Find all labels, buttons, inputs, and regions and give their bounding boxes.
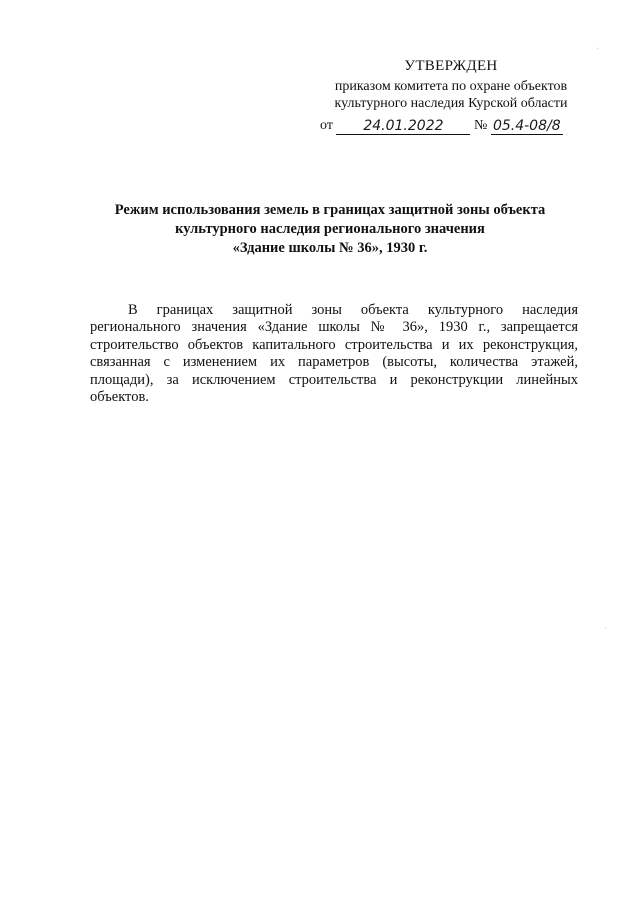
title-line-2: культурного наследия регионального значения — [175, 221, 485, 237]
approval-line-2: культурного наследия Курской области — [334, 96, 568, 111]
order-reference — [320, 117, 590, 135]
approval-title: УТВЕРЖДЕН — [404, 58, 498, 74]
document-title — [80, 201, 580, 258]
title-line-1: Режим использования земель в границах защитной зоны объекта — [114, 202, 546, 218]
handwritten-date: 24.01.2022 — [336, 117, 470, 135]
scan-dot: · — [604, 624, 608, 635]
approval-stamp — [316, 58, 586, 112]
handwritten-order-number: 05.4-08/8 — [491, 117, 563, 135]
scan-dot: · — [596, 44, 600, 55]
number-label: № — [473, 118, 488, 133]
body-paragraph: В границах защитной зоны объекта культурного наследия регионального значения «Здание школы № 36», 1930 г., запрещается строительство объектов капитального строительства и их реконструкция, связанная с изменением их параметров (высоты, количества этажей, площади), за исключением строительства и реконструкции линейных объектов. — [90, 301, 578, 405]
approval-line-1: приказом комитета по охране объектов — [334, 79, 568, 94]
date-label: от — [320, 118, 333, 133]
title-line-3: «Здание школы № 36», 1930 г. — [232, 240, 428, 256]
